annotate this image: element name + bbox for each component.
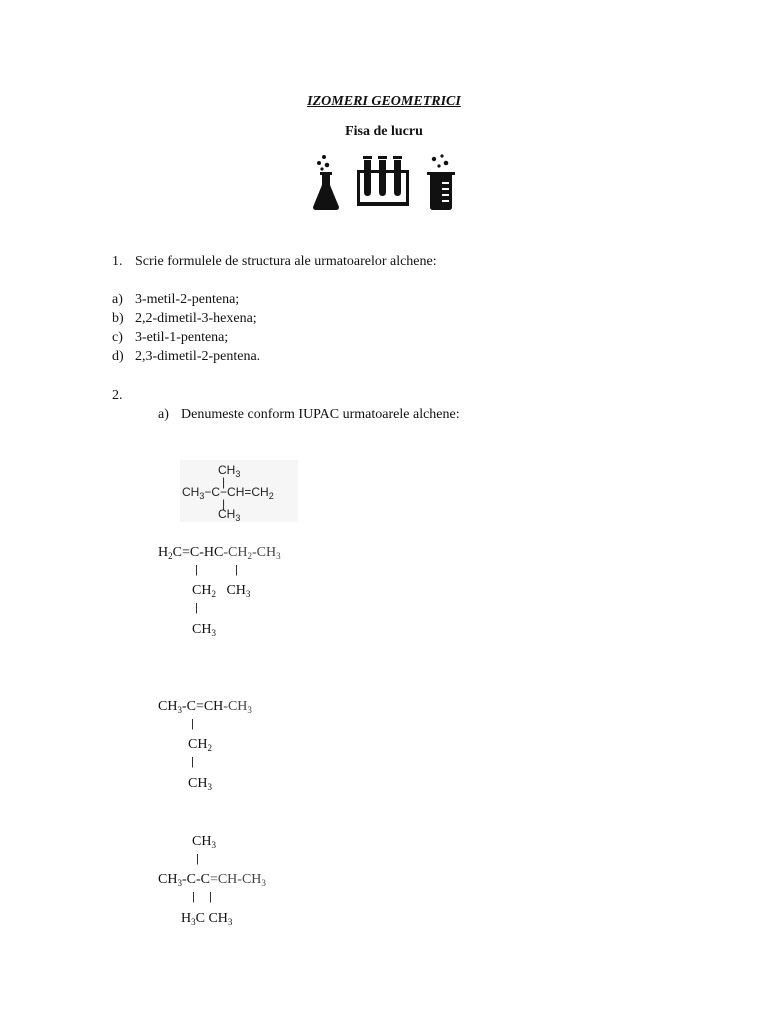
- q2-sub-text: Denumeste conform IUPAC urmatoarele alchene:: [181, 407, 460, 422]
- q1-item-marker: c): [112, 330, 123, 345]
- q1-item-text: 2,3-dimetil-2-pentena.: [135, 349, 261, 364]
- q1-item-text: 3-metil-2-pentena;: [135, 292, 240, 307]
- structure-image-1: $CH_3$ | $CH_3-C-CH=CH_2$ | $CH_3$: [180, 460, 298, 522]
- q2-number: 2.: [112, 388, 123, 403]
- q2-sub-marker: a): [158, 407, 169, 422]
- beaker-icon: [425, 152, 457, 212]
- q1-text: Scrie formulele de structura ale urmatoarelor alchene:: [135, 254, 437, 269]
- q1-item-marker: b): [112, 311, 124, 326]
- document-subtitle: Fisa de lucru: [345, 124, 423, 139]
- q1-item-marker: d): [112, 349, 124, 364]
- test-tubes-icon: [357, 156, 409, 212]
- flask-icon: [311, 152, 341, 212]
- q1-item-marker: a): [112, 292, 123, 307]
- document-title: IZOMERI GEOMETRICI: [307, 94, 461, 109]
- q1-number: 1.: [112, 254, 123, 269]
- lab-icons: [0, 152, 768, 212]
- q1-item-text: 3-etil-1-pentena;: [135, 330, 229, 345]
- q1-item-text: 2,2-dimetil-3-hexena;: [135, 311, 257, 326]
